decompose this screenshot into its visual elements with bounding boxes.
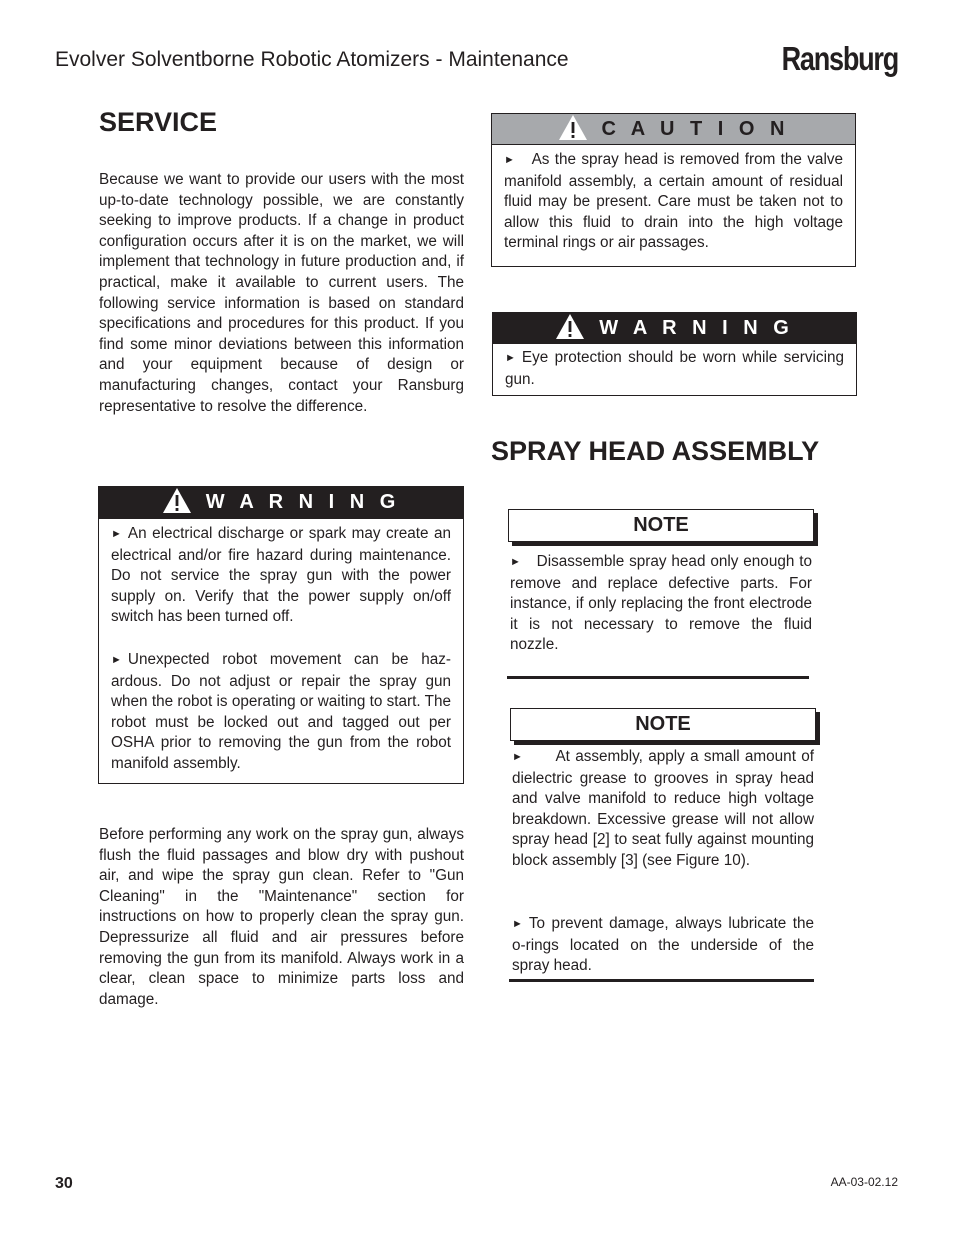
bullet-arrow-icon: ► — [111, 528, 122, 540]
document-code: AA-03-02.12 — [830, 1175, 898, 1189]
bullet-arrow-icon: ► — [505, 352, 516, 364]
note-item: ► At assembly, apply a small amount of dielectric grease to grooves in spray head and valve manifold to reduce high voltage breakdown. Excessive grease will not allow spray head [2] to seat fully against mounting block assembly [3] (see Figure 10). — [512, 748, 815, 869]
service-outro-paragraph: Before performing any work on the spray gun, always flush the fluid passages and blow dry with pushout air, and wipe the spray gun clean. Refer to "Gun Cleaning" in the "Maintenance" section for instructions on how to properly clean the spray gun. Depressurize all fluid and air pressures before removing the gun from its manifold. Always work in a clear, clean space to minimize parts loss and damage. — [99, 826, 464, 1008]
warning-item: ► Unexpected robot movement can be hazardous. Do not adjust or repair the spray gun when the robot is operating or waiting to start. The robot must be locked out and tagged out per OSHA prior to removing the gun from the robot manifold assembly. — [111, 650, 451, 772]
caution-triangle-icon — [558, 114, 588, 147]
note-divider — [507, 676, 809, 679]
note-label: NOTE — [633, 514, 689, 536]
caution-header — [492, 114, 855, 145]
service-warning-box — [98, 486, 464, 784]
service-heading: SERVICE — [99, 107, 218, 137]
bullet-arrow-icon: ► — [512, 918, 523, 930]
bullet-arrow-icon: ► — [512, 751, 523, 763]
note-label: NOTE — [635, 713, 691, 735]
caution-item: ► As the spray head is removed from the valve manifold assembly, a certain amount of residual fluid may be present. Care must be taken not to allow this fluid to drain into the high voltage terminal rings or air passages. — [504, 151, 843, 252]
warning-label: W A R N I N G — [205, 491, 401, 513]
service-intro-paragraph: Because we want to provide our users with the most up-to-date technology possible, we are constantly seeking to improve products. If a change in product configuration occurs after it is on the market, we will implement that technology in future production and, if practical, make it available to current users. The following service information is based on standard specifications and procedures for this product. If you find some minor deviations between this information and your equipment because of design or manufacturing changes, contact your Ransburg representative to resolve the difference. — [99, 171, 464, 415]
note-item: ► Disassemble spray head only enough to remove and replace defective parts. For instance, if only replacing the front electrode it is not necessary to remove the fluid nozzle. — [510, 553, 812, 654]
spray-head-heading: SPRAY HEAD ASSEMBLY — [491, 436, 820, 466]
warning-triangle-icon — [162, 487, 192, 520]
caution-label: C A U T I O N — [601, 117, 790, 140]
bullet-arrow-icon: ► — [504, 154, 515, 166]
document-title: Evolver Solventborne Robotic Atomizers - Maintenance — [55, 48, 569, 71]
warning-triangle-icon — [555, 313, 585, 346]
brand-logo: Ransburg — [781, 40, 898, 77]
warning-item: ► Eye protection should be worn while servicing gun. — [505, 349, 844, 388]
page-number: 30 — [55, 1175, 73, 1192]
warning-item: ► An electrical discharge or spark may create an electrical and/or fire hazard during maintenance. Do not service the spray gun with the power supply on. Verify that the power supply on/off switch has been turned off. — [111, 525, 451, 626]
warning-header — [493, 313, 856, 344]
warning-label: W A R N I N G — [599, 316, 794, 339]
bullet-arrow-icon: ► — [111, 653, 122, 666]
warning-header — [99, 487, 463, 519]
note-item: ► To prevent damage, always lubricate the o-rings located on the underside of the spray head. — [512, 915, 814, 975]
note-header — [508, 509, 814, 542]
bullet-arrow-icon: ► — [510, 556, 521, 568]
caution-box — [491, 113, 856, 267]
note-divider — [509, 979, 814, 982]
note-header — [510, 708, 816, 741]
eye-warning-box — [492, 312, 857, 396]
